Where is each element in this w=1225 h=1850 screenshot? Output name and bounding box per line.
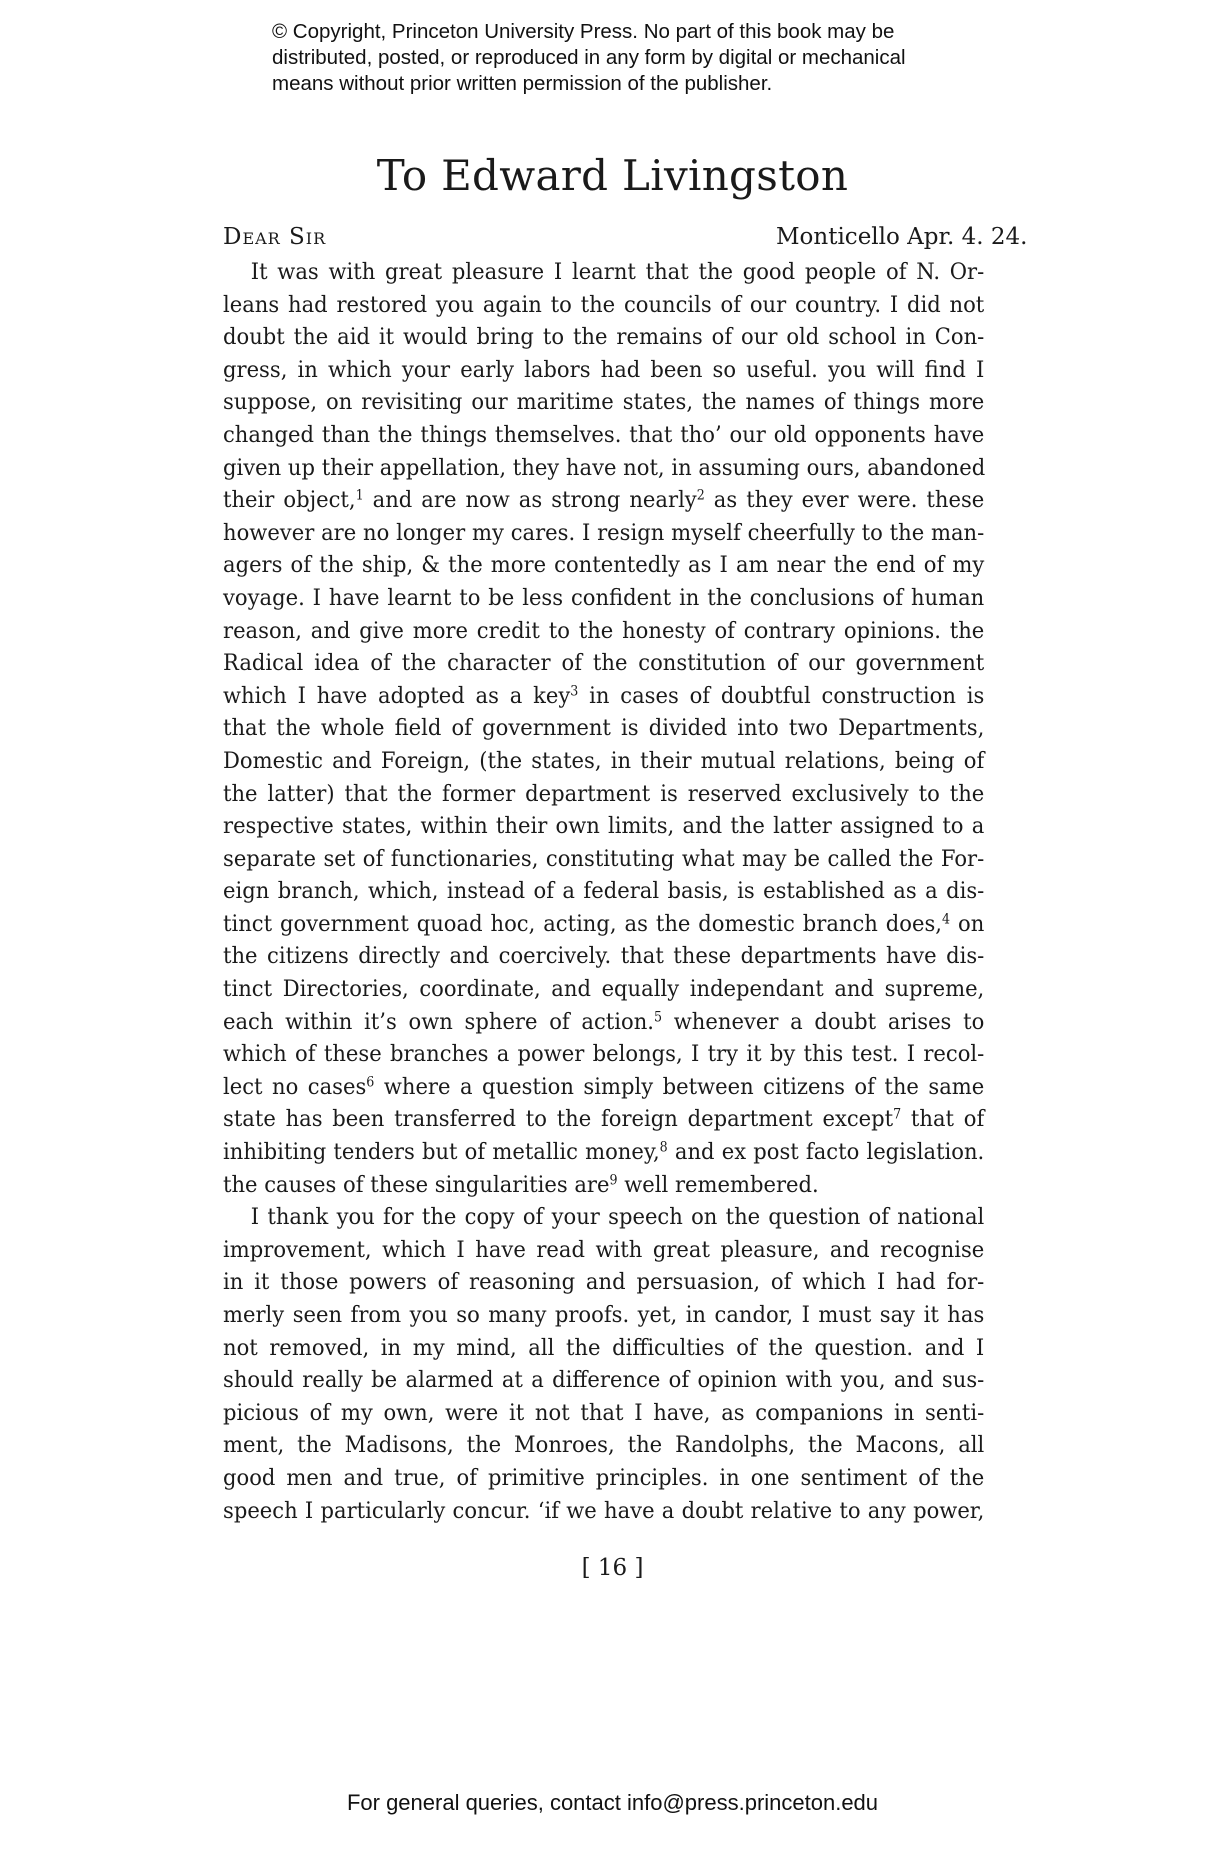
text-line: Domestic and Foreign, (the states, in their mutual relations, being of — [223, 747, 985, 774]
text-line: improvement, which I have read with great pleasure, and recognise — [223, 1236, 985, 1263]
text-line: I thank you for the copy of your speech on the question of national — [250, 1204, 985, 1231]
note-reference: 7 — [893, 1106, 902, 1123]
text-line: speech I particularly concur. ‘if we have a doubt relative to any power, — [223, 1497, 985, 1524]
text-line: good men and true, of primitive principles. in one sentiment of the — [223, 1464, 985, 1491]
text-line: leans had restored you again to the councils of our country. I did not — [223, 291, 985, 318]
text-line: should really be alarmed at a difference of opinion with you, and sus- — [223, 1367, 985, 1394]
text-line: inhibiting tenders but of metallic money,$^8$ and ex post facto legislation. — [223, 1139, 985, 1166]
text-line: the causes of these singularities are$^9$ well remembered. — [223, 1171, 819, 1198]
text-line: that the whole field of government is divided into two Departments, — [223, 715, 985, 742]
letter-title: To Edward Livingston — [376, 151, 849, 200]
text-line: Radical idea of the character of the constitution of our government — [223, 650, 985, 677]
text-line: changed than the things themselves. that tho’ our old opponents have — [223, 421, 985, 448]
text-line: tinct Directories, coordinate, and equally independant and supreme, — [223, 976, 985, 1003]
note-reference: 3 — [570, 683, 579, 700]
note-reference: 1 — [355, 487, 364, 504]
copyright-line: means without prior written permission of the publisher. — [272, 72, 773, 95]
copyright-notice — [272, 19, 972, 97]
note-reference: 5 — [653, 1009, 663, 1026]
text-line: given up their appellation, they have not, in assuming ours, abandoned — [223, 454, 986, 481]
text-line: the citizens directly and coercively. that these departments have dis- — [223, 943, 985, 970]
salutation-row — [223, 224, 1028, 256]
salutation: Dear Sir — [223, 224, 327, 250]
text-line: voyage. I have learnt to be less confident in the conclusions of human — [223, 584, 985, 611]
note-reference: 9 — [609, 1172, 618, 1189]
text-line: reason, and give more credit to the honesty of contrary opinions. the — [223, 617, 985, 644]
copyright-line: distributed, posted, or reproduced in any form by digital or mechanical — [272, 46, 906, 69]
text-line: merly seen from you so many proofs. yet, in candor, I must say it has — [223, 1302, 985, 1328]
text-line: lect no cases$^6$ where a question simply between citizens of the same — [223, 1073, 985, 1100]
letter-body — [223, 256, 984, 1527]
copyright-line: © Copyright, Princeton University Press. No part of this book may be — [272, 20, 895, 43]
text-line: which I have adopted as a key$^3$ in cases of doubtful construction is — [223, 682, 985, 709]
text-line: state has been transferred to the foreign department except$^7$ that of — [223, 1106, 985, 1133]
text-line: not removed, in my mind, all the difficulties of the question. and I — [223, 1334, 985, 1361]
text-line: separate set of functionaries, constituting what may be called the For- — [223, 845, 985, 872]
text-line: in it those powers of reasoning and persuasion, of which I had for- — [223, 1269, 985, 1296]
text-line: eign branch, which, instead of a federal basis, is established as a dis- — [223, 878, 985, 905]
note-reference: 4 — [942, 911, 951, 928]
text-line: respective states, within their own limits, and the latter assigned to a — [223, 813, 985, 840]
text-line: suppose, on revisiting our maritime states, the names of things more — [223, 389, 985, 416]
page-number: [ 16 ] — [581, 1555, 644, 1581]
footer-contact: For general queries, contact info@press.princeton.edu — [346, 1790, 879, 1815]
text-line: which of these branches a power belongs, I try it by this test. I recol- — [223, 1041, 985, 1068]
text-line: picious of my own, were it not that I have, as companions in senti- — [223, 1399, 985, 1426]
note-reference: 6 — [366, 1074, 375, 1091]
text-line: each within it’s own sphere of action.$^5$ whenever a doubt arises to — [223, 1008, 985, 1035]
dateline: Monticello Apr. 4. 24. — [776, 224, 1028, 250]
text-line: ment, the Madisons, the Monroes, the Randolphs, the Macons, all — [223, 1432, 985, 1459]
text-line: doubt the aid it would bring to the remains of our old school in Con- — [223, 324, 985, 351]
text-line: tinct government quoad hoc, acting, as the domestic branch does,$^4$ on — [223, 910, 985, 937]
text-line: It was with great pleasure I learnt that the good people of N. Or- — [250, 259, 985, 285]
text-line: their object,$^1$ and are now as strong nearly$^2$ as they ever were. these — [223, 487, 985, 514]
note-reference: 8 — [659, 1139, 668, 1156]
text-line: gress, in which your early labors had been so useful. you will find I — [223, 356, 985, 383]
text-line: however are no longer my cares. I resign myself cheerfully to the man- — [223, 519, 985, 546]
note-reference: 2 — [696, 487, 705, 504]
text-line: agers of the ship, & the more contentedly as I am near the end of my — [223, 552, 985, 579]
text-line: the latter) that the former department is reserved exclusively to the — [223, 780, 985, 807]
